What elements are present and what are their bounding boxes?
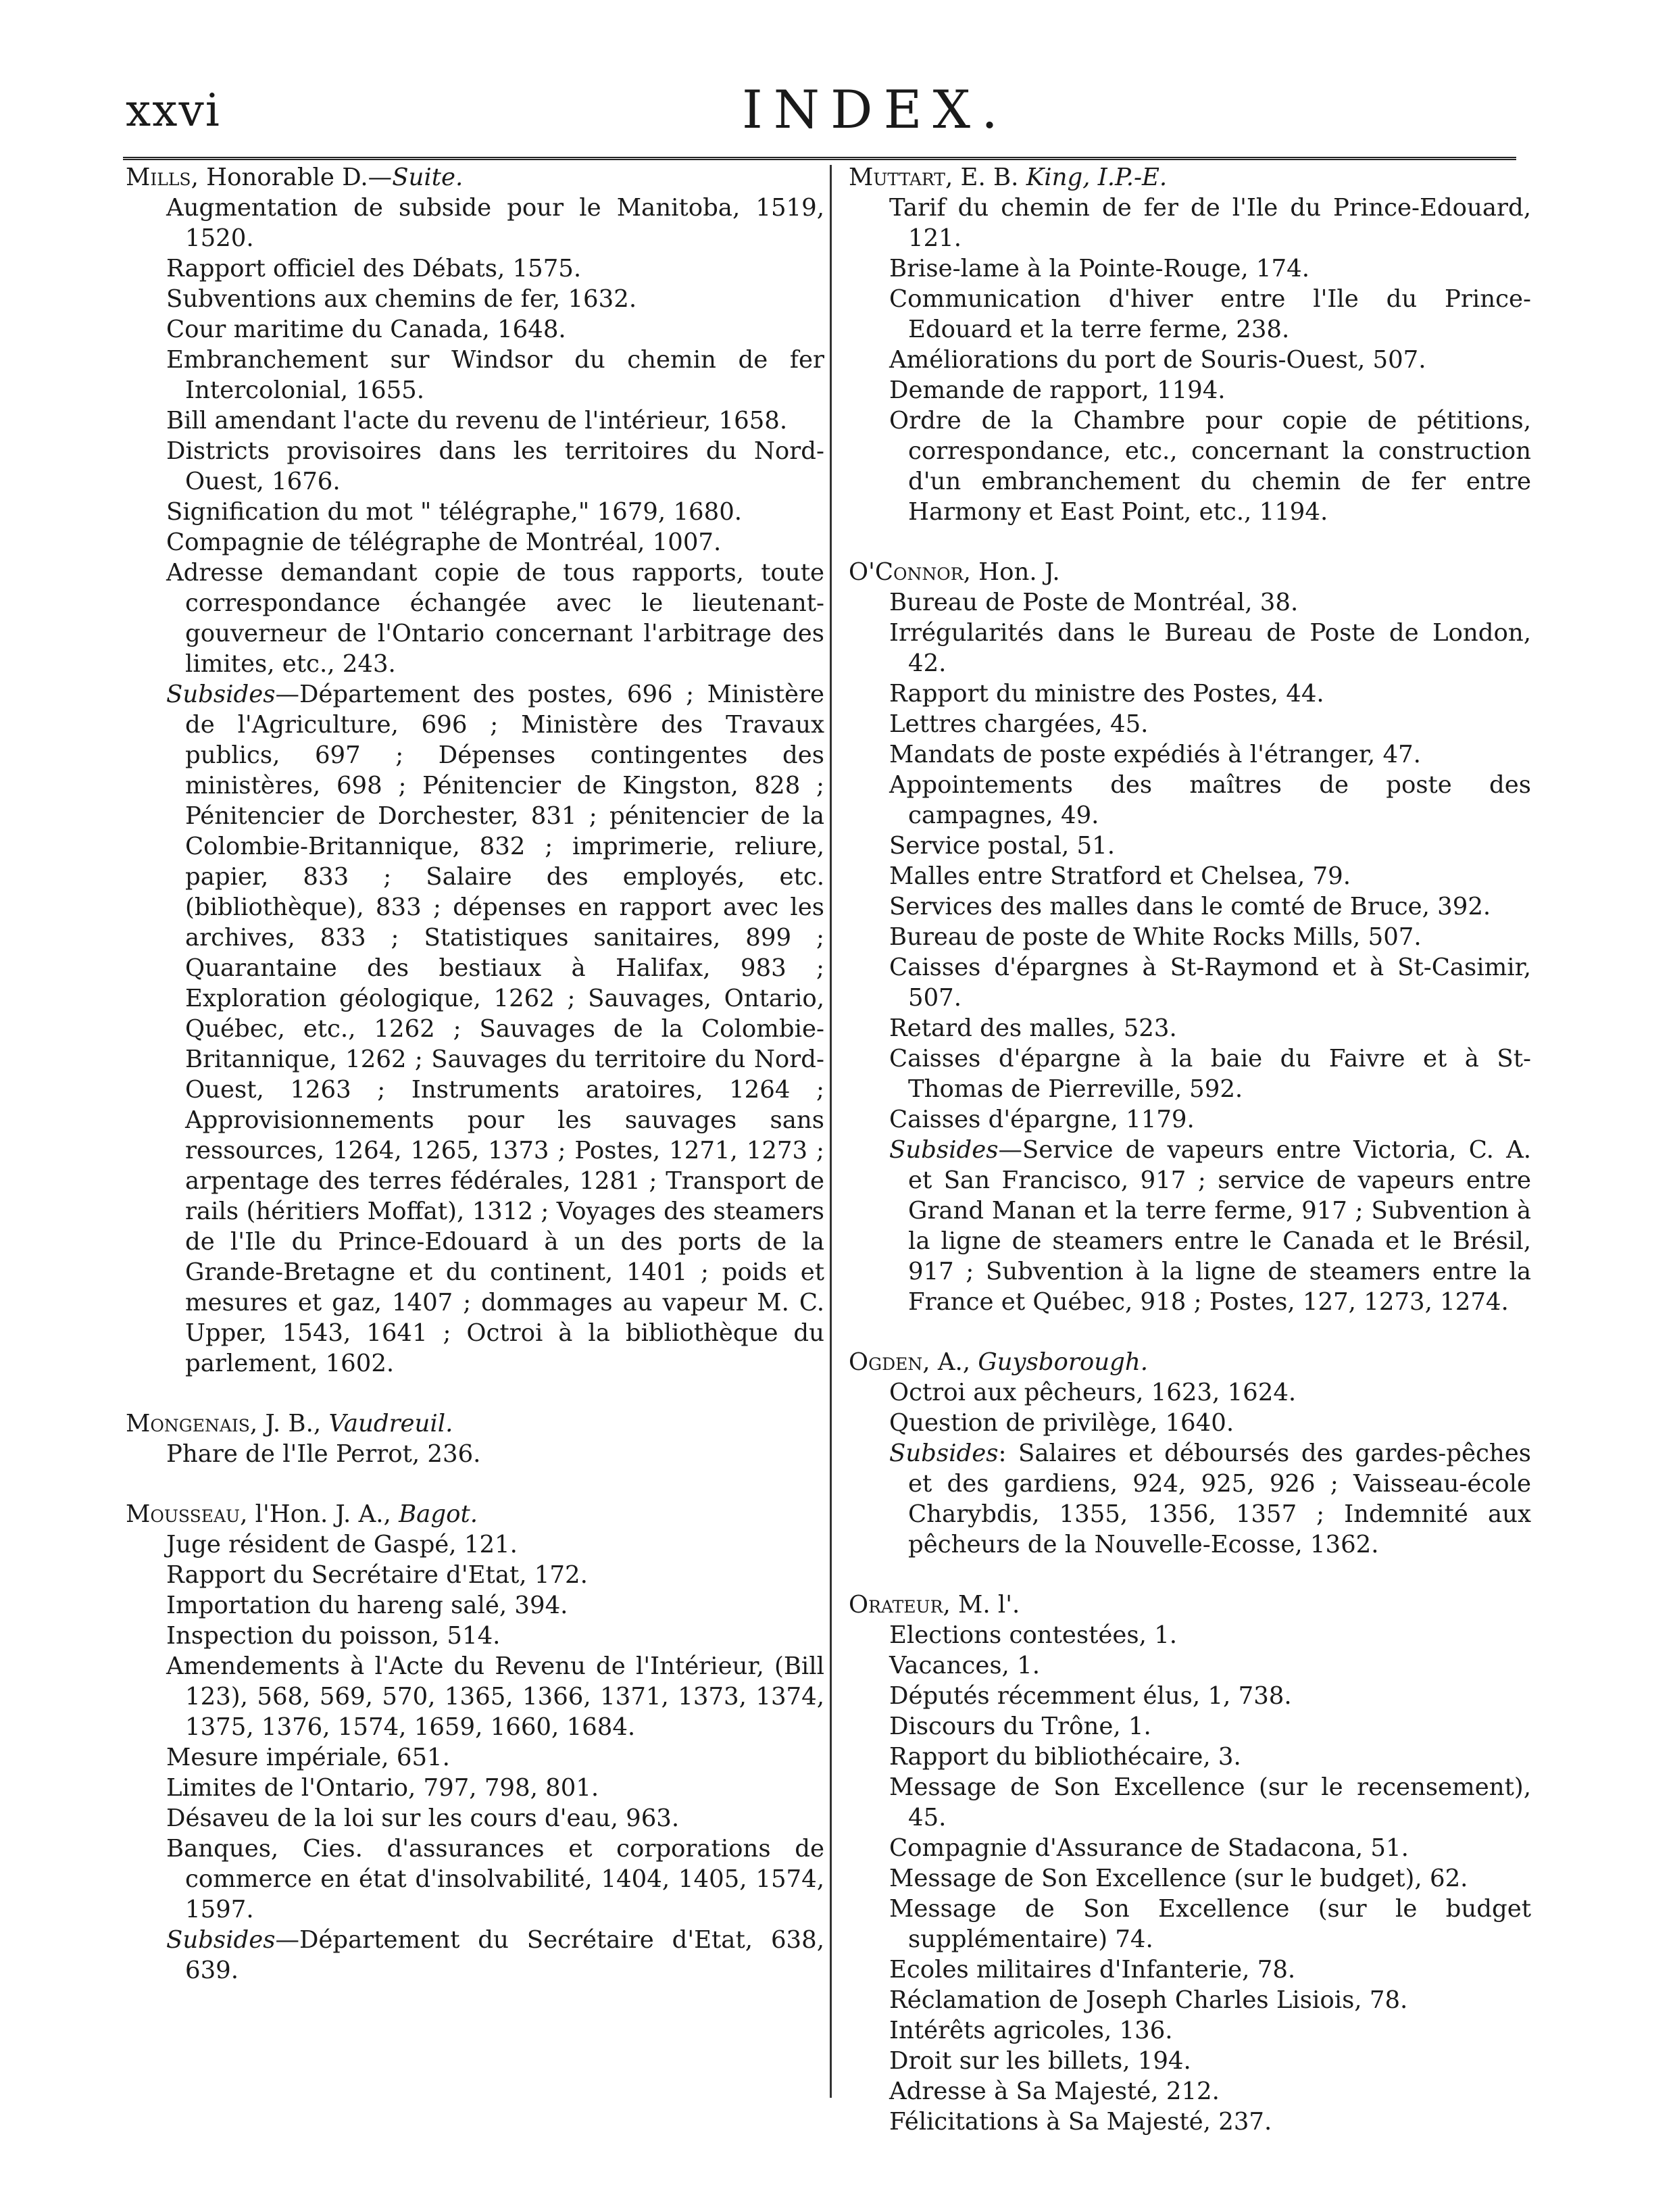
entry-line: Phare de l'Ile Perrot, 236.	[166, 1440, 481, 1468]
entry-riding: Suite.	[392, 164, 464, 191]
entry-riding: Vaudreuil.	[328, 1410, 453, 1437]
entry-line: Districts provisoires dans les territoires du Nord-Ouest, 1676.	[166, 437, 824, 495]
entry-line: Elections contestées, 1.	[889, 1621, 1178, 1649]
entry-line: Inspection du poisson, 514.	[166, 1622, 501, 1650]
entry-heading	[846, 557, 1531, 587]
index-entry	[846, 162, 1531, 527]
entry-line: Caisses d'épargne, 1179.	[889, 1106, 1195, 1133]
entry-title: , Honorable D.—	[191, 164, 393, 191]
entry-line: Irrégularités dans le Bureau de Poste de London, 42.	[889, 619, 1531, 677]
entry-line: Tarif du chemin de fer de l'Ile du Prince-Edouard, 121.	[889, 194, 1531, 252]
entry-line: Limites de l'Ontario, 797, 798, 801.	[166, 1774, 599, 1802]
entry-line: Caisses d'épargnes à St-Raymond et à St-Casimir, 507.	[889, 954, 1531, 1012]
entry-line: Bill amendant l'acte du revenu de l'intérieur, 1658.	[166, 407, 788, 435]
subsides-label: Subsides	[889, 1440, 999, 1467]
index-entry	[846, 1590, 1531, 2137]
entry-line: Caisses d'épargne à la baie du Faivre et à St-Thomas de Pierreville, 592.	[889, 1045, 1531, 1103]
entry-line: Message de Son Excellence (sur le budget), 62.	[889, 1865, 1468, 1892]
entry-title: , Hon. J.	[963, 558, 1060, 586]
entry-line: Rapport officiel des Débats, 1575.	[166, 255, 582, 282]
entry-line: Services des malles dans le comté de Bruce, 392.	[889, 893, 1491, 920]
entry-line: Rapport du ministre des Postes, 44.	[889, 680, 1324, 708]
entry-line: Embranchement sur Windsor du chemin de fer Intercolonial, 1655.	[166, 346, 824, 404]
entry-heading	[123, 1408, 824, 1439]
entry-line: Intérêts agricoles, 136.	[889, 2017, 1173, 2044]
entry-line: Réclamation de Joseph Charles Lisiois, 78.	[889, 1986, 1408, 2014]
entry-surname: Mousseau	[126, 1500, 241, 1528]
entry-line: Lettres chargées, 45.	[889, 710, 1149, 738]
entry-line: Brise-lame à la Pointe-Rouge, 174.	[889, 255, 1309, 282]
entry-riding: Bagot.	[399, 1500, 478, 1528]
entry-line: Malles entre Stratford et Chelsea, 79.	[889, 862, 1351, 890]
entry-line: Signification du mot " télégraphe," 1679, 1680.	[166, 498, 743, 526]
entry-line: Question de privilège, 1640.	[889, 1409, 1234, 1437]
page-number: xxvi	[126, 84, 221, 137]
entry-surname: O'Connor	[849, 558, 964, 586]
entry-line: Retard des malles, 523.	[889, 1014, 1177, 1042]
entry-line: Améliorations du port de Souris-Ouest, 507.	[889, 346, 1426, 374]
index-entry	[123, 1408, 824, 1469]
entry-line: Députés récemment élus, 1, 738.	[889, 1682, 1292, 1710]
entry-title: , A.,	[922, 1348, 978, 1376]
subsides-paragraph	[846, 1135, 1531, 1317]
entry-line: Amendements à l'Acte du Revenu de l'Intérieur, (Bill 123), 568, 569, 570, 1365, 1366, 1371, 1373, 1374, 1375, 1376, 1574, 1659, 1660, 1684.	[166, 1652, 824, 1741]
left-column	[123, 162, 824, 2003]
entry-line: Service postal, 51.	[889, 832, 1116, 860]
index-entry	[123, 162, 824, 1379]
entry-line: Appointements des maîtres de poste des campagnes, 49.	[889, 771, 1531, 829]
entry-line: Message de Son Excellence (sur le recensement), 45.	[889, 1773, 1531, 1832]
entry-line: Bureau de poste de White Rocks Mills, 507.	[889, 923, 1422, 951]
entry-line: Banques, Cies. d'assurances et corporations de commerce en état d'insolvabilité, 1404, 1405, 1574, 1597.	[166, 1835, 824, 1923]
entry-line: Juge résident de Gaspé, 121.	[166, 1531, 518, 1558]
subsides-label: Subsides	[166, 1926, 276, 1954]
entry-heading	[846, 1347, 1531, 1377]
entry-title: , E. B.	[945, 164, 1026, 191]
entry-title: , l'Hon. J. A.,	[240, 1500, 399, 1528]
entry-heading	[846, 1590, 1531, 1620]
entry-line: Demande de rapport, 1194.	[889, 376, 1226, 404]
subsides-text: —Département du Secrétaire d'Etat, 638, 639.	[185, 1926, 824, 1984]
column-divider	[830, 165, 832, 2098]
entry-line: Octroi aux pêcheurs, 1623, 1624.	[889, 1379, 1297, 1406]
entry-line: Communication d'hiver entre l'Ile du Prince-Edouard et la terre ferme, 238.	[889, 285, 1531, 343]
entry-line: Adresse à Sa Majesté, 212.	[889, 2078, 1220, 2105]
entry-surname: Orateur	[849, 1591, 943, 1619]
entry-line: Désaveu de la loi sur les cours d'eau, 963.	[166, 1804, 680, 1832]
entry-heading	[123, 162, 824, 193]
entry-line: Ordre de la Chambre pour copie de pétitions, correspondance, etc., concernant la construction d'un embranchement du chemin de fer entre Harmony et East Point, etc., 1194.	[889, 407, 1531, 526]
entry-line: Rapport du bibliothécaire, 3.	[889, 1743, 1241, 1771]
index-entry	[123, 1499, 824, 1986]
entry-surname: Muttart	[849, 164, 945, 191]
entry-heading	[846, 162, 1531, 193]
entry-riding: Guysborough.	[978, 1348, 1148, 1376]
entry-riding: King, I.P.-E.	[1026, 164, 1168, 191]
entry-line: Mesure impériale, 651.	[166, 1744, 450, 1771]
subsides-text: —Service de vapeurs entre Victoria, C. A. et San Francisco, 917 ; service de vapeurs entre Grand Manan et la terre ferme, 917 ; Subvention à la ligne de steamers entre le Canada et le Brésil, 917 ; Subvention à la ligne de steamers entre la France et Québec, 918 ; Postes, 127, 1273, 1274.	[908, 1136, 1531, 1316]
entry-line: Bureau de Poste de Montréal, 38.	[889, 589, 1299, 616]
subsides-paragraph	[846, 1438, 1531, 1560]
entry-title: , M. l'.	[943, 1591, 1020, 1619]
entry-line: Droit sur les billets, 194.	[889, 2047, 1191, 2075]
entry-line: Ecoles militaires d'Infanterie, 78.	[889, 1956, 1296, 1984]
entry-line: Subventions aux chemins de fer, 1632.	[166, 285, 637, 313]
entry-line: Importation du hareng salé, 394.	[166, 1592, 568, 1619]
entry-line: Mandats de poste expédiés à l'étranger, 47.	[889, 741, 1421, 768]
entry-surname: Ogden	[849, 1348, 923, 1376]
page-title: INDEX.	[742, 80, 1009, 141]
subsides-label: Subsides	[889, 1136, 999, 1164]
entry-line: Vacances, 1.	[889, 1652, 1041, 1679]
entry-heading	[123, 1499, 824, 1529]
right-column	[846, 162, 1531, 2155]
entry-title: , J. B.,	[249, 1410, 329, 1437]
entry-line: Compagnie de télégraphe de Montréal, 1007.	[166, 529, 722, 556]
entry-line: Cour maritime du Canada, 1648.	[166, 316, 566, 343]
entry-line: Compagnie d'Assurance de Stadacona, 51.	[889, 1834, 1409, 1862]
subsides-text: —Département des postes, 696 ; Ministère de l'Agriculture, 696 ; Ministère des Travaux publics, 697 ; Dépenses contingentes des ministères, 698 ; Pénitencier de Kingston, 828 ; Pénitencier de Dorchester, 831 ; pénitencier de la Colombie-Britannique, 832 ; imprimerie, reliure, papier, 833 ; Salaire des employés, etc. (bibliothèque), 833 ; dépenses en rapport avec les archives, 833 ; Statistiques sanitaires, 899 ; Quarantaine des bestiaux à Halifax, 983 ; Exploration géologique, 1262 ; Sauvages, Ontario, Québec, etc., 1262 ; Sauvages de la Colombie-Britannique, 1262 ; Sauvages du territoire du Nord-Ouest, 1263 ; Instruments aratoires, 1264 ; Approvisionnements pour les sauvages sans ressources, 1264, 1265, 1373 ; Postes, 1271, 1273 ; arpentage des terres fédérales, 1281 ; Transport de rails (héritiers Moffat), 1312 ; Voyages des steamers de l'Ile du Prince-Edouard à un des ports de la Grande-Bretagne et du continent, 1401 ; poids et mesures et gaz, 1407 ; dommages au vapeur M. C. Upper, 1543, 1641 ; Octroi à la bibliothèque du parlement, 1602.	[185, 681, 824, 1377]
subsides-paragraph	[123, 1925, 824, 1986]
subsides-paragraph	[123, 679, 824, 1379]
index-entry	[846, 557, 1531, 1317]
entry-surname: Mills	[126, 164, 191, 191]
subsides-label: Subsides	[166, 681, 276, 708]
index-entry	[846, 1347, 1531, 1560]
entry-line: Félicitations à Sa Majesté, 237.	[889, 2108, 1272, 2136]
entry-line: Augmentation de subside pour le Manitoba, 1519, 1520.	[166, 194, 824, 252]
entry-surname: Mongenais	[126, 1410, 250, 1437]
header-rule	[123, 157, 1516, 160]
subsides-text: : Salaires et déboursés des gardes-pêches et des gardiens, 924, 925, 926 ; Vaisseau-école Charybdis, 1355, 1356, 1357 ; Indemnité aux pêcheurs de la Nouvelle-Ecosse, 1362.	[908, 1440, 1531, 1558]
entry-line: Message de Son Excellence (sur le budget supplémentaire) 74.	[889, 1895, 1531, 1953]
entry-line: Discours du Trône, 1.	[889, 1713, 1151, 1740]
entry-line: Adresse demandant copie de tous rapports, toute correspondance échangée avec le lieutenant-gouverneur de l'Ontario concernant l'arbitrage des limites, etc., 243.	[166, 559, 824, 678]
entry-line: Rapport du Secrétaire d'Etat, 172.	[166, 1561, 588, 1589]
